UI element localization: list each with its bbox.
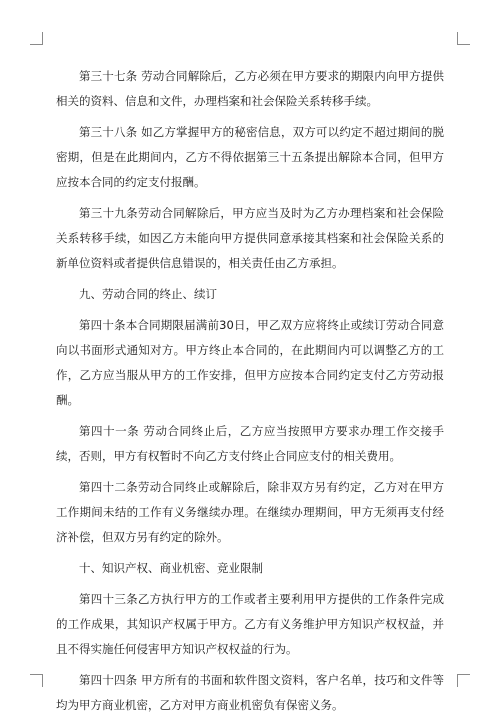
article-38-paragraph: 第三十八条 如乙方掌握甲方的秘密信息，双方可以约定不超过期间的脱密期，但是在此期间内，乙方不得依据第三十五条提出解除本合同，但甲方应按本合同的约定支付报酬。: [56, 125, 444, 189]
article-39-paragraph: 第三十九条劳动合同解除后，甲方应当及时为乙方办理档案和社会保险关系转移手续，如因乙方未能向甲方提供同意承接其档案和社会保险关系的新单位资料或者提供信息错误的，相关责任由乙方承担。: [56, 206, 444, 270]
section-9-heading: 九、劳动合同的终止、续订: [79, 287, 217, 301]
article-44-paragraph: 第四十四条 甲方所有的书面和软件图文资料，客户名单，技巧和文件等均为甲方商业机密，乙方对甲方商业机密负有保密义务。: [56, 673, 444, 712]
crop-mark-bottom-left: [30, 674, 43, 687]
article-40-paragraph: 第四十条本合同期限届满前30日，甲乙双方应将终止或续订劳动合同意向以书面形式通知对方。甲方终止本合同的，在此期间内可以调整乙方的工作，乙方应当服从甲方的工作安排，但甲方应按本合同约定支付乙方劳动报酬。: [56, 318, 444, 407]
article-41-paragraph: 第四十一条 劳动合同终止后，乙方应当按照甲方要求办理工作交接手续，否则，甲方有权暂时不向乙方支付终止合同应支付的相关费用。: [56, 424, 444, 463]
document-body: [56, 64, 444, 724]
section-10-heading: 十、知识产权、商业机密、竞业限制: [79, 561, 263, 575]
article-43-paragraph: 第四十三条乙方执行甲方的工作或者主要利用甲方提供的工作条件完成的工作成果，其知识产权属于甲方。乙方有义务维护甲方知识产权权益，并且不得实施任何侵害甲方知识产权权益的行为。: [56, 592, 444, 656]
crop-mark-top-left: [30, 32, 43, 45]
article-37-paragraph: 第三十七条 劳动合同解除后，乙方必须在甲方要求的期限内向甲方提供相关的资料、信息和文件，办理档案和社会保险关系转移手续。: [56, 69, 444, 108]
crop-mark-top-right: [457, 32, 470, 45]
article-42-paragraph: 第四十二条劳动合同终止或解除后，除非双方另有约定，乙方对在甲方工作期间未结的工作有义务继续办理。在继续办理期间，甲方无须再支付经济补偿，但双方另有约定的除外。: [56, 480, 444, 544]
crop-mark-bottom-right: [457, 674, 470, 687]
